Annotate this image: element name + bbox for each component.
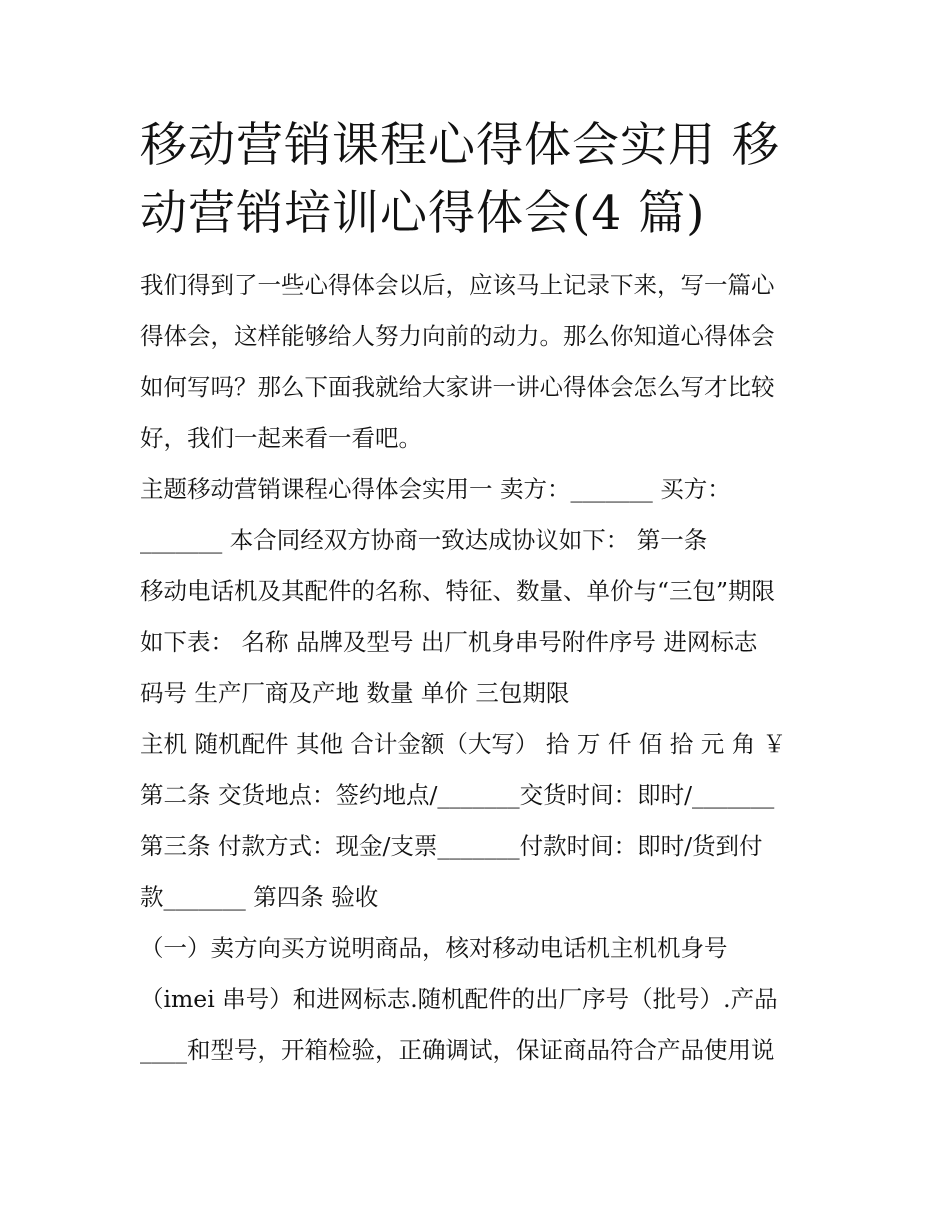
title-line-2: 动营销培训心得体会(4 篇) bbox=[140, 186, 706, 241]
body-line: 款_______ 第四条 验收 bbox=[140, 883, 379, 911]
intro-line: 好，我们一起来看一看吧。 bbox=[140, 424, 422, 452]
body-line: 第三条 付款方式：现金/支票_______付款时间：即时/货到付 bbox=[140, 832, 763, 860]
body-line: 移动电话机及其配件的名称、特征、数量、单价与“三包”期限 bbox=[140, 577, 776, 605]
intro-line: 如何写吗？那么下面我就给大家讲一讲心得体会怎么写才比较 bbox=[140, 373, 775, 401]
body-line: 主机 随机配件 其他 合计金额（大写） 拾 万 仟 佰 拾 元 角 ￥ bbox=[140, 730, 787, 758]
body-line: （一）卖方向买方说明商品，核对移动电话机主机机身号 bbox=[140, 934, 728, 962]
contract-body bbox=[140, 464, 812, 1076]
body-line: 主题移动营销课程心得体会实用一 卖方：_______ 买方： bbox=[140, 475, 731, 503]
title-line-1: 移动营销课程心得体会实用 移 bbox=[140, 118, 780, 173]
intro-line: 得体会，这样能够给人努力向前的动力。那么你知道心得体会 bbox=[140, 322, 775, 350]
document-page bbox=[140, 112, 812, 1076]
body-line: （imei 串号）和进网标志.随机配件的出厂序号（批号）.产品 bbox=[140, 985, 778, 1013]
document-title bbox=[140, 112, 812, 248]
body-line: 如下表： 名称 品牌及型号 出厂机身串号附件序号 进网标志 bbox=[140, 628, 758, 656]
body-line: 码号 生产厂商及产地 数量 单价 三包期限 bbox=[140, 679, 570, 707]
intro-line: 我们得到了一些心得体会以后，应该马上记录下来，写一篇心 bbox=[140, 271, 775, 299]
body-line: 第二条 交货地点：签约地点/_______交货时间：即时/_______ bbox=[140, 781, 775, 809]
intro-paragraph bbox=[140, 260, 812, 464]
body-line: _______ 本合同经双方协商一致达成协议如下： 第一条 bbox=[140, 526, 708, 554]
body-line: ____和型号，开箱检验，正确调试，保证商品符合产品使用说 bbox=[140, 1036, 775, 1064]
